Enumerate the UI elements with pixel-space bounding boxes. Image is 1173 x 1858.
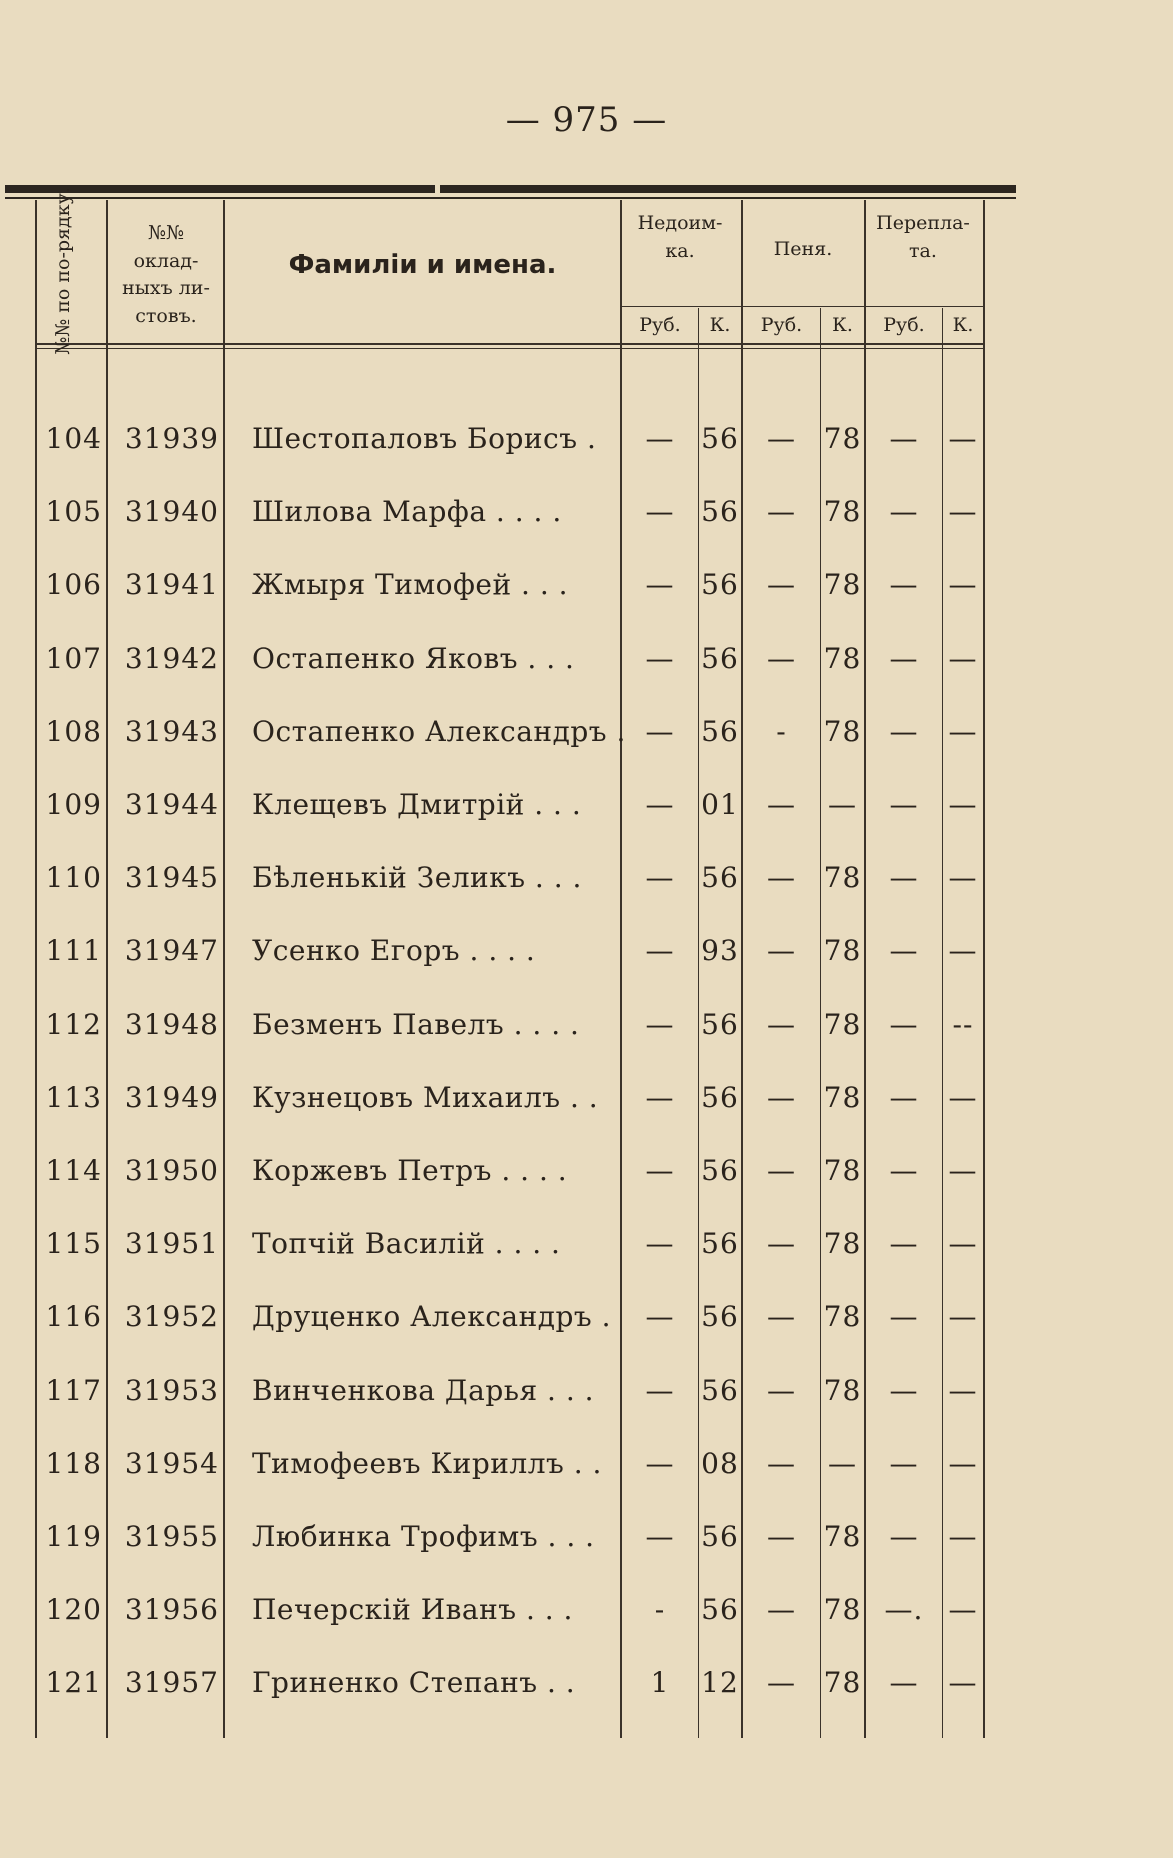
table-row (0, 1078, 1173, 1118)
row-order-number: 114 (45, 1154, 102, 1187)
row-arrears-rub: — (645, 568, 675, 602)
header-kop: К. (832, 314, 853, 336)
table-row (0, 1590, 1173, 1630)
row-overpay-rub: — (889, 1446, 919, 1480)
row-penalty-rub: — (767, 1593, 796, 1627)
row-sheet-number: 31944 (124, 788, 219, 821)
row-penalty-rub: — (767, 495, 796, 529)
header-rub: Руб. (760, 314, 803, 336)
row-sheet-number: 31953 (124, 1373, 219, 1407)
row-penalty-kop: 78 (823, 1593, 862, 1627)
row-order-number: 113 (45, 1080, 102, 1114)
row-overpay-kop: — (948, 1080, 978, 1114)
row-sheet-number: 31951 (124, 1227, 219, 1261)
row-penalty-rub: — (767, 1227, 796, 1261)
row-sheet-number: 31943 (124, 714, 219, 748)
table-row (0, 858, 1173, 898)
row-order-number: 120 (45, 1593, 102, 1627)
row-name: Шилова Марфа . . . . (252, 495, 562, 529)
row-name: Тимофеевъ Кириллъ . . (252, 1446, 602, 1480)
table-row (0, 785, 1173, 825)
row-order-number: 110 (45, 861, 102, 895)
row-sheet-number: 31948 (124, 1007, 219, 1041)
header-penalty: Пеня. (773, 238, 833, 260)
row-penalty-rub: — (767, 1154, 796, 1187)
row-name: Шестопаловъ Борисъ . (252, 422, 597, 455)
row-sheet-number: 31952 (124, 1300, 219, 1334)
row-arrears-rub: — (645, 714, 675, 748)
row-arrears-kop: 56 (701, 1373, 739, 1407)
row-sheet-number: 31954 (124, 1446, 219, 1480)
row-name: Коржевъ Петръ . . . . (252, 1154, 568, 1187)
row-overpay-kop: — (948, 934, 978, 968)
row-overpay-rub: — (889, 641, 919, 675)
header-subdivider (620, 306, 983, 307)
row-overpay-rub: — (889, 495, 919, 529)
row-sheet-number: 31947 (124, 934, 219, 968)
row-name: Гриненко Степанъ . . (252, 1666, 576, 1700)
row-name: Жмыря Тимофей . . . (252, 568, 569, 602)
table-row (0, 712, 1173, 752)
row-order-number: 117 (45, 1373, 102, 1407)
row-penalty-kop: 78 (823, 1300, 862, 1334)
row-penalty-kop: 78 (823, 568, 862, 602)
header-bottom-rule (35, 343, 985, 345)
row-overpay-rub: — (889, 1520, 919, 1553)
row-overpay-rub: — (889, 1227, 919, 1261)
page-number: — 975 — (505, 100, 668, 140)
row-arrears-rub: — (645, 1300, 675, 1334)
row-name: Усенко Егоръ . . . . (252, 934, 536, 968)
row-overpay-rub: —. (884, 1593, 924, 1627)
row-penalty-kop: 78 (823, 934, 862, 968)
row-arrears-kop: 56 (701, 1007, 739, 1041)
row-overpay-rub: — (889, 1300, 919, 1334)
header-bottom-rule (35, 348, 985, 349)
row-order-number: 109 (45, 788, 102, 821)
row-overpay-kop: — (948, 788, 978, 821)
row-penalty-rub: — (767, 568, 796, 602)
row-sheet-number: 31956 (124, 1593, 219, 1627)
table-row (0, 492, 1173, 532)
row-arrears-kop: 93 (701, 934, 739, 968)
row-arrears-rub: 1 (650, 1666, 670, 1700)
row-arrears-kop: 56 (701, 568, 739, 602)
row-arrears-rub: — (645, 422, 675, 455)
row-overpay-kop: -- (952, 1007, 974, 1041)
row-overpay-rub: — (889, 861, 919, 895)
row-penalty-kop: 78 (823, 495, 862, 529)
row-arrears-kop: 08 (701, 1446, 739, 1480)
row-penalty-rub: — (767, 1666, 796, 1700)
row-penalty-rub: - (776, 714, 787, 748)
row-order-number: 116 (45, 1300, 102, 1334)
row-arrears-rub: — (645, 1446, 675, 1480)
row-overpay-kop: — (948, 714, 978, 748)
row-name: Остапенко Александръ . (252, 714, 626, 748)
table-row (0, 639, 1173, 679)
row-penalty-rub: — (767, 1373, 796, 1407)
row-arrears-kop: 56 (701, 1593, 739, 1627)
table-row (0, 1444, 1173, 1484)
row-penalty-rub: — (767, 1007, 796, 1041)
row-penalty-rub: — (767, 1080, 796, 1114)
row-arrears-rub: — (645, 788, 675, 821)
row-overpay-kop: — (948, 1666, 978, 1700)
row-name: Топчій Василій . . . . (252, 1227, 561, 1261)
row-overpay-kop: — (948, 422, 978, 455)
row-sheet-number: 31940 (124, 495, 219, 529)
row-name: Кузнецовъ Михаилъ . . (252, 1080, 599, 1114)
row-arrears-rub: - (654, 1593, 666, 1627)
row-sheet-number: 31941 (124, 568, 219, 602)
row-overpay-rub: — (889, 1666, 919, 1700)
row-name: Друценко Александръ . (252, 1300, 612, 1334)
table-row (0, 1371, 1173, 1411)
row-penalty-rub: — (767, 934, 796, 968)
header-kop: К. (709, 314, 731, 336)
row-name: Винченкова Дарья . . . (252, 1373, 595, 1407)
row-arrears-kop: 01 (701, 788, 739, 821)
table-row (0, 1297, 1173, 1337)
row-penalty-kop: 78 (823, 1007, 862, 1041)
row-penalty-kop: 78 (823, 1080, 862, 1114)
row-overpay-rub: — (889, 422, 919, 455)
row-overpay-kop: — (948, 1446, 978, 1480)
row-overpay-rub: — (889, 568, 919, 602)
row-overpay-kop: — (948, 1593, 978, 1627)
table-row (0, 931, 1173, 971)
row-name: Любинка Трофимъ . . . (252, 1520, 595, 1553)
header-overpay: Перепла-та. (876, 212, 970, 262)
row-arrears-kop: 56 (701, 641, 739, 675)
row-overpay-kop: — (948, 1520, 978, 1553)
row-overpay-kop: — (948, 568, 978, 602)
header-rub: Руб. (639, 314, 681, 336)
row-penalty-kop: 78 (823, 861, 862, 895)
row-arrears-kop: 56 (701, 1520, 739, 1553)
row-overpay-rub: — (889, 788, 919, 821)
table-row (0, 1005, 1173, 1045)
row-name: Клещевъ Дмитрій . . . (252, 788, 582, 821)
row-sheet-number: 31957 (124, 1666, 219, 1700)
row-arrears-kop: 56 (701, 861, 739, 895)
row-arrears-rub: — (645, 1520, 675, 1553)
row-penalty-rub: — (767, 422, 796, 455)
row-sheet-number: 31950 (124, 1154, 219, 1187)
row-arrears-kop: 56 (701, 1154, 739, 1187)
row-penalty-kop: — (828, 1446, 857, 1480)
row-arrears-kop: 12 (701, 1666, 739, 1700)
row-arrears-rub: — (645, 1154, 675, 1187)
row-overpay-rub: — (889, 934, 919, 968)
row-arrears-kop: 56 (701, 1300, 739, 1334)
row-overpay-rub: — (889, 1373, 919, 1407)
row-arrears-kop: 56 (701, 422, 739, 455)
row-overpay-rub: — (889, 1007, 919, 1041)
table-row (0, 1663, 1173, 1703)
top-rule-right (440, 185, 1016, 193)
row-arrears-kop: 56 (701, 714, 739, 748)
row-order-number: 106 (45, 568, 102, 602)
row-sheet-number: 31939 (124, 422, 219, 455)
row-arrears-rub: — (645, 934, 675, 968)
row-arrears-rub: — (645, 1227, 675, 1261)
top-rule-thin (5, 197, 1016, 199)
row-overpay-kop: — (948, 1227, 978, 1261)
row-penalty-rub: — (767, 861, 796, 895)
row-arrears-rub: — (645, 641, 675, 675)
row-overpay-rub: — (889, 1154, 919, 1187)
row-order-number: 111 (45, 934, 102, 968)
table-row (0, 565, 1173, 605)
row-overpay-rub: — (889, 714, 919, 748)
row-penalty-kop: 78 (823, 1520, 862, 1553)
row-arrears-rub: — (645, 861, 675, 895)
row-order-number: 107 (45, 641, 102, 675)
header-rub: Руб. (883, 314, 925, 336)
row-sheet-number: 31942 (124, 641, 219, 675)
row-penalty-kop: — (828, 788, 857, 821)
table-row (0, 1151, 1173, 1191)
row-order-number: 118 (45, 1446, 102, 1480)
row-penalty-kop: 78 (823, 714, 862, 748)
row-overpay-kop: — (948, 1154, 978, 1187)
row-name: Безменъ Павелъ . . . . (252, 1007, 580, 1041)
row-arrears-rub: — (645, 1080, 675, 1114)
row-arrears-rub: — (645, 495, 675, 529)
row-arrears-kop: 56 (701, 495, 739, 529)
row-overpay-rub: — (889, 1080, 919, 1114)
header-arrears: Недоим-ка. (637, 212, 723, 262)
row-order-number: 104 (45, 422, 102, 455)
row-penalty-kop: 78 (823, 1666, 862, 1700)
row-penalty-rub: — (767, 1300, 796, 1334)
row-order-number: 121 (45, 1666, 102, 1700)
row-penalty-rub: — (767, 788, 796, 821)
row-order-number: 105 (45, 495, 102, 529)
row-penalty-kop: 78 (823, 1373, 862, 1407)
row-sheet-number: 31955 (124, 1520, 219, 1553)
header-order-number: №№ по по-рядку. (52, 187, 74, 355)
row-penalty-kop: 78 (823, 641, 862, 675)
row-overpay-kop: — (948, 861, 978, 895)
table-row (0, 1517, 1173, 1557)
row-order-number: 108 (45, 714, 102, 748)
row-penalty-kop: 78 (823, 1227, 862, 1261)
row-arrears-kop: 56 (701, 1227, 739, 1261)
row-overpay-kop: — (948, 641, 978, 675)
row-arrears-rub: — (645, 1373, 675, 1407)
row-order-number: 115 (45, 1227, 102, 1261)
row-name: Остапенко Яковъ . . . (252, 641, 575, 675)
header-kop: К. (952, 314, 974, 336)
row-order-number: 112 (45, 1007, 102, 1041)
table-row (0, 1224, 1173, 1264)
row-sheet-number: 31949 (124, 1080, 219, 1114)
row-name: Бѣленькій Зеликъ . . . (252, 861, 582, 895)
row-arrears-kop: 56 (701, 1080, 739, 1114)
row-name: Печерскій Иванъ . . . (252, 1593, 573, 1627)
row-penalty-rub: — (767, 1520, 796, 1553)
row-order-number: 119 (45, 1520, 102, 1553)
row-penalty-rub: — (767, 641, 796, 675)
row-overpay-kop: — (948, 1300, 978, 1334)
row-penalty-rub: — (767, 1446, 796, 1480)
row-penalty-kop: 78 (823, 1154, 862, 1187)
row-penalty-kop: 78 (823, 422, 862, 455)
row-overpay-kop: — (948, 1373, 978, 1407)
row-sheet-number: 31945 (124, 861, 219, 895)
row-overpay-kop: — (948, 495, 978, 529)
row-arrears-rub: — (645, 1007, 675, 1041)
table-row (0, 419, 1173, 459)
header-names: Фамиліи и имена. (288, 250, 557, 280)
header-sheet-number: №№ оклад-ныхъ ли-стовъ. (122, 222, 210, 327)
